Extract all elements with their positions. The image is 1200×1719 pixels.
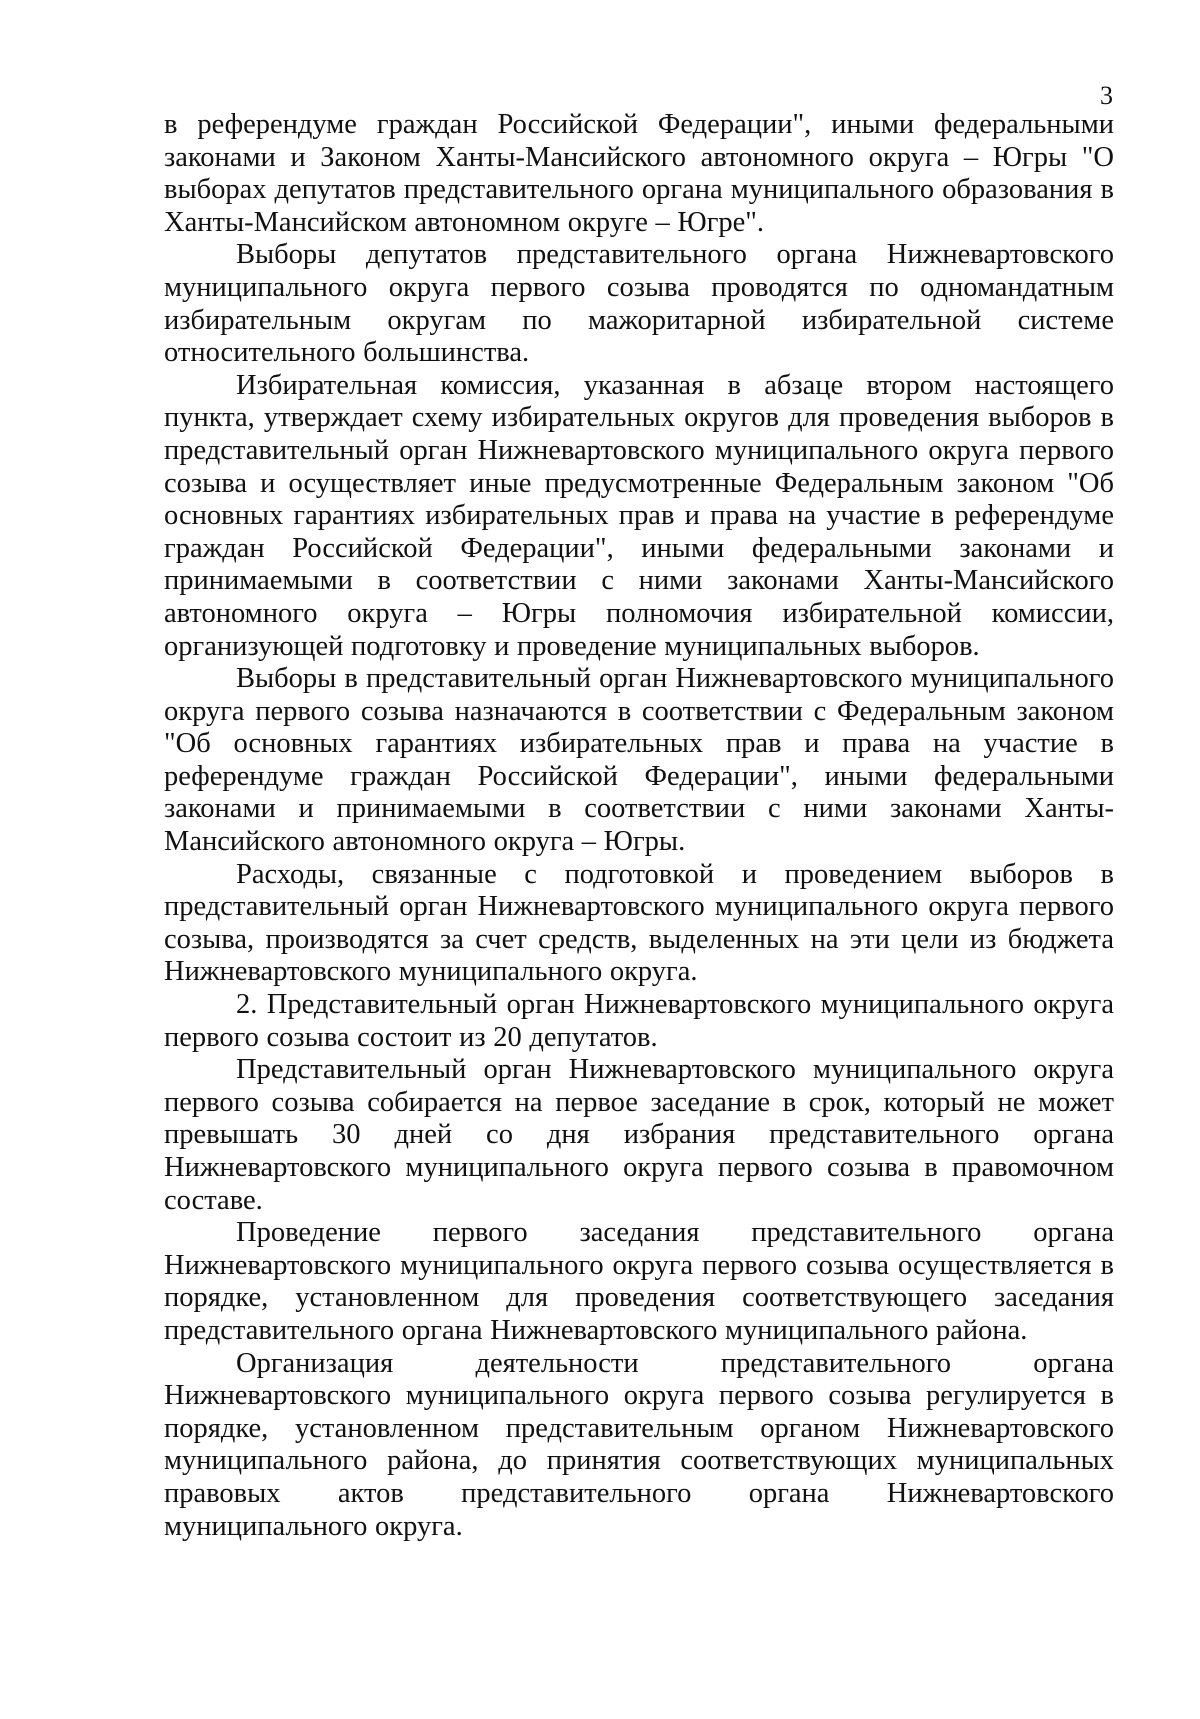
- paragraph-activity-organization: Организация деятельности представительного органа Нижневартовского муниципального округа первого созыва регулируется в порядке, установленном представительным органом Нижневартовского муниципального района, до принятия соответствующих муниципальных правовых актов представительного органа Нижневартовского муниципального округа.: [164, 1347, 1114, 1542]
- document-body: [164, 109, 1114, 1543]
- paragraph-electoral-commission: Избирательная комиссия, указанная в абзаце втором настоящего пункта, утверждает схему избирательных округов для проведения выборов в представительный орган Нижневартовского муниципального округа первого созыва и осуществляет иные предусмотренные Федеральным законом "Об основных гарантиях избирательных прав и права на участие в референдуме граждан Российской Федерации", иными федеральными законами и принимаемыми в соответствии с ними законами Ханты-Мансийского автономного округа – Югры полномочия избирательной комиссии, организующей подготовку и проведение муниципальных выборов.: [164, 369, 1114, 662]
- paragraph-continuation: в референдуме граждан Российской Федерации", иными федеральными законами и Законом Ханты-Мансийского автономного округа – Югры "О выборах депутатов представительного органа муниципального образования в Ханты-Мансийском автономном округе – Югре".: [164, 109, 1114, 238]
- page-number: 3: [1100, 81, 1113, 110]
- paragraph-elections-scheduling: Выборы в представительный орган Нижневартовского муниципального округа первого созыва назначаются в соответствии с Федеральным законом "Об основных гарантиях избирательных прав и права на участие в референдуме граждан Российской Федерации", иными федеральными законами и принимаемыми в соответствии с ними законами Ханты-Мансийского автономного округа – Югры.: [164, 663, 1114, 858]
- paragraph-first-meeting-term: Представительный орган Нижневартовского муниципального округа первого созыва собирается на первое заседание в срок, который не может превышать 30 дней со дня избрания представительного органа Нижневартовского муниципального округа первого созыва в правомочном составе.: [164, 1054, 1114, 1216]
- paragraph-elections-districts: Выборы депутатов представительного органа Нижневартовского муниципального округа первого созыва проводятся по одномандатным избирательным округам по мажоритарной избирательной системе относительного большинства.: [164, 239, 1114, 369]
- paragraph-first-meeting-procedure: Проведение первого заседания представительного органа Нижневартовского муниципального округа первого созыва осуществляется в порядке, установленном для проведения соответствующего заседания представительного органа Нижневартовского муниципального района.: [164, 1217, 1114, 1346]
- paragraph-election-expenses: Расходы, связанные с подготовкой и проведением выборов в представительный орган Нижневартовского муниципального округа первого созыва, производятся за счет средств, выделенных на эти цели из бюджета Нижневартовского муниципального округа.: [164, 858, 1114, 988]
- paragraph-item-2-composition: 2. Представительный орган Нижневартовского муниципального округа первого созыва состоит из 20 депутатов.: [164, 989, 1114, 1053]
